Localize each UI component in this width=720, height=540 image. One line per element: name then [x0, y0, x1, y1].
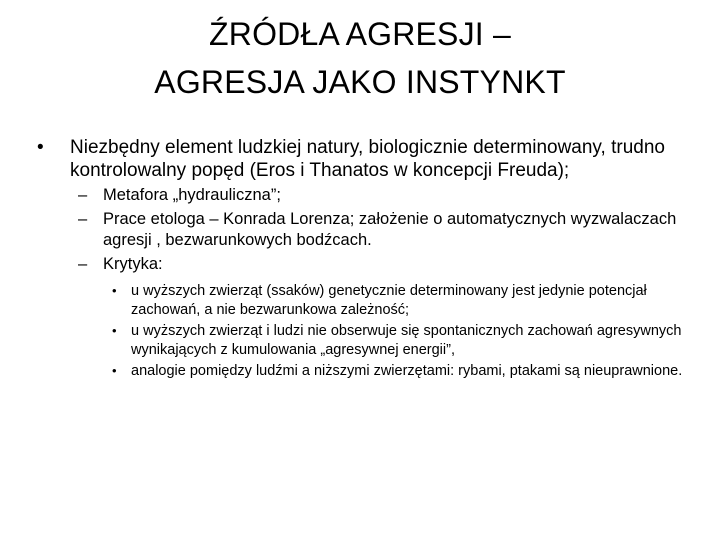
sub-sub-bullet-text: u wyższych zwierząt (ssaków) genetycznie determinowany jest jedynie potencjał zachowań, a nie bezwarunkowa zależność;	[131, 283, 647, 318]
title-line-1: ŹRÓDŁA AGRESJI –	[209, 16, 511, 52]
sub-sub-bullet-point	[112, 322, 686, 359]
sub-bullet-point	[78, 185, 690, 206]
bullet-icon: •	[37, 137, 44, 158]
sub-bullet-point	[78, 209, 690, 251]
dash-icon: –	[78, 186, 88, 204]
sub-bullet-text: Prace etologa – Konrada Lorenza; założenie o automatycznych wyzwalaczach agresji , bezwarunkowych bodźcach.	[103, 210, 677, 249]
dash-icon: –	[78, 255, 88, 273]
slide-title	[40, 10, 680, 106]
sub-sub-bullet-point	[112, 282, 686, 319]
bullet-text: Niezbędny element ludzkiej natury, biologicznie determinowany, trudno kontrolowalny popęd (Eros i Thanatos w koncepcji Freuda);	[70, 137, 665, 181]
bullet-icon: •	[112, 323, 117, 338]
sub-bullet-text: Krytyka:	[103, 255, 163, 273]
bullet-icon: •	[112, 363, 117, 378]
title-line-2: AGRESJA JAKO INSTYNKT	[154, 64, 566, 100]
bullet-icon: •	[112, 283, 117, 298]
sub-sub-bullet-point	[112, 362, 686, 381]
sub-sub-bullet-text: u wyższych zwierząt i ludzi nie obserwuje się spontanicznych zachowań agresywnych wynikających z kumulowania „agresywnej energii”,	[131, 323, 682, 358]
bullet-point	[37, 136, 690, 182]
sub-bullet-text: Metafora „hydrauliczna”;	[103, 186, 281, 204]
sub-bullet-point	[78, 254, 690, 275]
sub-sub-bullet-text: analogie pomiędzy ludźmi a niższymi zwierzętami: rybami, ptakami są nieuprawnione.	[131, 363, 683, 379]
dash-icon: –	[78, 210, 88, 228]
slide-body	[0, 136, 720, 381]
